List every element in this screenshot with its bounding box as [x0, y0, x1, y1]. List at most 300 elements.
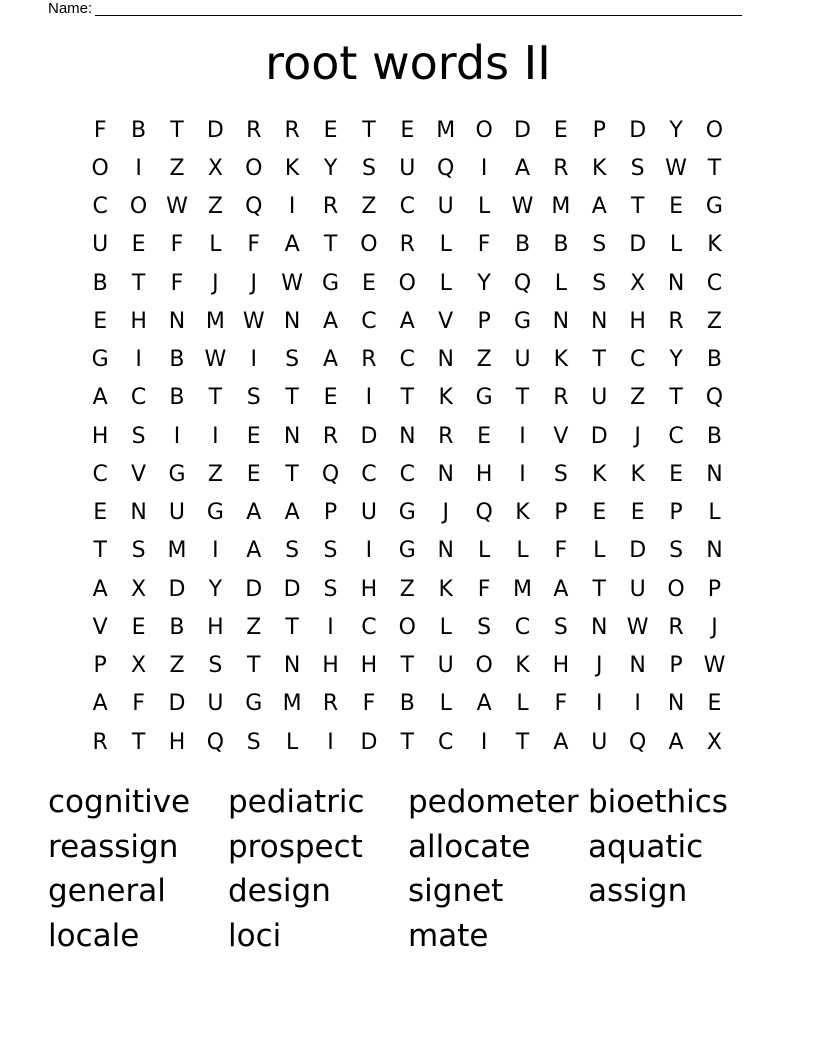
grid-letter: T [285, 614, 299, 640]
grid-letter: U [629, 576, 646, 602]
grid-letter: P [554, 500, 568, 526]
grid-letter: E [131, 614, 146, 640]
grid-letter: L [439, 691, 452, 717]
grid-letter: D [283, 576, 301, 602]
grid-letter: S [361, 155, 376, 181]
grid-letter: M [205, 308, 225, 334]
grid-letter: C [399, 347, 415, 373]
grid-letter: U [591, 385, 608, 411]
grid-letter: T [669, 385, 683, 411]
grid-letter: F [247, 232, 261, 258]
grid-letter: N [667, 691, 685, 717]
grid-letter: I [327, 614, 334, 640]
grid-letter: O [475, 653, 493, 679]
name-underline [95, 14, 742, 16]
grid-letter: R [92, 729, 108, 755]
grid-letter: S [477, 614, 492, 640]
grid-letter: U [92, 232, 109, 258]
grid-letter: R [322, 691, 339, 717]
grid-letter: X [131, 576, 147, 602]
grid-letter: S [592, 232, 607, 258]
grid-letter: N [706, 538, 723, 564]
grid-letter: U [437, 194, 454, 220]
grid-letter: C [514, 614, 531, 640]
grid-letter: T [323, 232, 338, 258]
grid-letter: S [131, 423, 146, 449]
grid-letter: Z [630, 385, 646, 411]
grid-letter: K [438, 385, 453, 411]
grid-letter: F [477, 576, 491, 602]
word-search-grid [81, 111, 735, 761]
grid-letter: F [93, 117, 107, 143]
grid-letter: N [168, 308, 186, 334]
grid-letter: U [360, 500, 377, 526]
grid-letter: K [553, 347, 569, 373]
grid-letter: J [250, 270, 257, 296]
word-bank-item: locale [48, 918, 140, 955]
grid-letter: N [552, 308, 570, 334]
grid-letter: Z [476, 347, 492, 373]
grid-letter: T [362, 117, 376, 143]
grid-letter: D [245, 576, 263, 602]
grid-letter: V [131, 461, 147, 487]
grid-letter: D [206, 117, 224, 143]
grid-letter: A [246, 500, 262, 526]
grid-letter: Q [437, 155, 455, 181]
grid-letter: L [708, 500, 721, 526]
grid-letter: G [398, 500, 416, 526]
grid-letter: H [360, 653, 378, 679]
grid-letter: F [132, 691, 145, 717]
grid-letter: Q [321, 461, 340, 487]
grid-letter: L [516, 538, 529, 564]
grid-letter: C [399, 461, 415, 487]
grid-letter: H [475, 461, 493, 487]
grid-letter: B [169, 385, 185, 411]
grid-letter: R [553, 385, 569, 411]
grid-letter: F [554, 538, 568, 564]
grid-letter: T [400, 385, 415, 411]
grid-letter: N [591, 614, 608, 640]
grid-letter: I [135, 155, 142, 181]
grid-letter: Y [669, 347, 683, 373]
grid-letter: E [477, 423, 492, 449]
word-bank-item: design [228, 873, 331, 910]
grid-letter: H [91, 423, 109, 449]
grid-letter: I [634, 691, 641, 717]
grid-letter: N [399, 423, 416, 449]
word-bank-item: pedometer [408, 784, 579, 820]
grid-letter: E [323, 385, 338, 411]
grid-letter: N [667, 270, 685, 296]
grid-letter: C [361, 308, 377, 334]
grid-letter: D [168, 691, 186, 717]
grid-letter: Z [246, 614, 262, 640]
grid-letter: T [170, 117, 184, 143]
grid-letter: B [706, 423, 722, 449]
grid-letter: W [166, 194, 188, 220]
grid-letter: V [553, 423, 569, 449]
grid-letter: Y [669, 117, 683, 143]
grid-letter: I [327, 729, 334, 755]
grid-letter: Z [207, 461, 223, 487]
grid-letter: E [669, 461, 683, 487]
grid-letter: S [669, 538, 684, 564]
word-bank-item: aquatic [588, 828, 704, 865]
grid-letter: A [284, 232, 300, 258]
grid-letter: I [250, 347, 257, 373]
grid-letter: M [436, 117, 456, 143]
grid-letter: F [477, 232, 491, 258]
grid-letter: E [93, 500, 108, 526]
grid-letter: C [130, 385, 147, 411]
grid-letter: V [438, 308, 454, 334]
grid-letter: K [515, 653, 530, 679]
grid-letter: N [437, 538, 454, 564]
grid-letter: D [168, 576, 186, 602]
grid-letter: L [554, 270, 568, 296]
grid-letter: N [283, 653, 301, 679]
grid-letter: Y [208, 576, 223, 602]
word-bank-item: reassign [48, 828, 179, 865]
grid-letter: T [515, 729, 530, 755]
grid-letter: E [323, 117, 338, 143]
grid-letter: O [667, 576, 685, 602]
grid-letter: A [323, 347, 339, 373]
grid-letter: U [437, 653, 454, 679]
grid-letter: E [553, 117, 568, 143]
grid-letter: Z [706, 308, 722, 334]
grid-letter: E [361, 270, 376, 296]
grid-letter: W [204, 347, 227, 373]
grid-letter: A [92, 691, 108, 717]
grid-letter: D [360, 729, 378, 755]
grid-letter: R [553, 155, 569, 181]
grid-letter: S [630, 155, 645, 181]
grid-letter: P [477, 308, 491, 334]
grid-letter: O [129, 194, 148, 220]
grid-letter: Q [513, 270, 532, 296]
name-label: Name: [48, 0, 93, 17]
grid-letter: P [93, 653, 107, 679]
grid-letter: L [593, 538, 606, 564]
grid-letter: K [284, 155, 300, 181]
grid-letter: S [592, 270, 607, 296]
grid-letter: E [592, 500, 607, 526]
grid-letter: N [629, 653, 646, 679]
grid-letter: B [131, 117, 147, 143]
grid-letter: C [361, 461, 377, 487]
grid-letter: T [400, 729, 415, 755]
word-bank [48, 780, 768, 959]
grid-letter: L [439, 270, 452, 296]
grid-letter: H [629, 308, 646, 334]
grid-letter: W [242, 308, 265, 334]
page-title: root words II [265, 36, 551, 90]
grid-letter: R [361, 347, 377, 373]
grid-letter: D [629, 538, 647, 564]
grid-letter: I [480, 729, 488, 755]
grid-letter: U [399, 155, 416, 181]
grid-letter: E [246, 461, 261, 487]
grid-letter: L [209, 232, 222, 258]
grid-letter: S [323, 538, 338, 564]
grid-letter: S [285, 538, 300, 564]
word-bank-item: bioethics [588, 784, 728, 820]
grid-letter: P [669, 653, 683, 679]
grid-letter: K [515, 500, 530, 526]
grid-letter: B [706, 347, 722, 373]
grid-letter: S [208, 653, 223, 679]
grid-letter: X [630, 270, 646, 296]
grid-letter: S [246, 385, 261, 411]
grid-letter: I [596, 691, 603, 717]
grid-letter: N [283, 423, 301, 449]
word-bank-item: loci [228, 918, 282, 955]
grid-letter: W [703, 653, 726, 679]
grid-letter: S [246, 729, 261, 755]
grid-letter: O [360, 232, 378, 258]
grid-letter: D [360, 423, 378, 449]
grid-letter: J [442, 500, 449, 526]
grid-letter: S [553, 614, 568, 640]
grid-letter: I [519, 423, 526, 449]
grid-letter: U [591, 729, 608, 755]
grid-letter: I [365, 385, 373, 411]
grid-letter: I [480, 155, 488, 181]
grid-letter: N [706, 461, 723, 487]
grid-letter: T [400, 653, 415, 679]
grid-letter: O [705, 117, 724, 143]
grid-letter: W [511, 194, 534, 220]
grid-letter: Q [475, 500, 493, 526]
grid-letter: D [629, 117, 647, 143]
grid-letter: N [437, 461, 454, 487]
grid-letter: C [92, 194, 108, 220]
grid-letter: X [131, 653, 147, 679]
grid-letter: A [399, 308, 415, 334]
grid-letter: H [207, 614, 224, 640]
word-bank-item: pediatric [228, 784, 365, 820]
grid-letter: A [92, 576, 108, 602]
grid-letter: E [669, 194, 683, 220]
grid-letter: Z [169, 155, 185, 181]
grid-letter: P [707, 576, 722, 602]
word-bank-item: general [48, 873, 166, 910]
grid-letter: I [212, 538, 219, 564]
grid-letter: B [399, 691, 415, 717]
grid-letter: N [591, 308, 608, 334]
grid-letter: M [513, 576, 532, 602]
grid-letter: O [398, 614, 416, 640]
word-bank-item: allocate [408, 828, 531, 865]
grid-letter: A [514, 155, 531, 181]
grid-letter: J [212, 270, 219, 296]
grid-letter: S [131, 538, 146, 564]
grid-letter: A [92, 385, 108, 411]
grid-letter: E [707, 691, 722, 717]
grid-letter: F [170, 270, 184, 296]
grid-letter: S [285, 347, 300, 373]
grid-letter: O [245, 155, 263, 181]
grid-letter: G [91, 347, 109, 373]
grid-letter: P [669, 500, 683, 526]
grid-letter: A [553, 576, 569, 602]
word-bank-item: signet [408, 873, 504, 910]
grid-letter: L [439, 232, 452, 258]
grid-letter: Y [477, 270, 491, 296]
grid-letter: J [711, 614, 718, 640]
grid-letter: L [516, 691, 529, 717]
grid-letter: Z [361, 194, 377, 220]
word-bank-item: assign [588, 873, 688, 910]
name-field [48, 0, 742, 18]
grid-letter: D [514, 117, 531, 143]
grid-letter: B [553, 232, 569, 258]
grid-letter: T [247, 653, 261, 679]
grid-letter: F [554, 691, 568, 717]
grid-letter: H [360, 576, 378, 602]
grid-letter: Q [245, 194, 263, 220]
grid-letter: P [592, 117, 606, 143]
grid-letter: E [246, 423, 261, 449]
grid-letter: R [438, 423, 454, 449]
grid-letter: T [707, 155, 722, 181]
grid-letter: L [439, 614, 452, 640]
grid-letter: R [399, 232, 415, 258]
grid-letter: E [400, 117, 415, 143]
grid-letter: I [519, 461, 526, 487]
grid-letter: U [168, 500, 186, 526]
grid-letter: M [167, 538, 187, 564]
grid-letter: I [288, 194, 296, 220]
grid-letter: I [365, 538, 373, 564]
grid-letter: C [706, 270, 723, 296]
grid-letter: T [131, 729, 146, 755]
grid-letter: D [590, 423, 608, 449]
word-bank-item: prospect [228, 828, 363, 865]
grid-letter: A [591, 194, 607, 220]
grid-letter: Z [207, 194, 223, 220]
grid-letter: E [93, 308, 108, 334]
grid-letter: C [399, 194, 415, 220]
grid-letter: K [438, 576, 453, 602]
grid-letter: G [168, 461, 186, 487]
grid-letter: B [169, 347, 185, 373]
grid-letter: D [629, 232, 647, 258]
grid-letter: W [281, 270, 304, 296]
grid-letter: G [398, 538, 416, 564]
grid-letter: H [168, 729, 186, 755]
grid-letter: I [173, 423, 181, 449]
grid-letter: S [323, 576, 338, 602]
grid-letter: A [476, 691, 492, 717]
grid-letter: R [246, 117, 262, 143]
grid-letter: T [208, 385, 223, 411]
grid-letter: R [284, 117, 300, 143]
grid-letter: O [91, 155, 109, 181]
grid-letter: I [212, 423, 219, 449]
grid-letter: K [592, 155, 607, 181]
grid-letter: E [131, 232, 146, 258]
grid-letter: J [634, 423, 641, 449]
grid-letter: T [93, 538, 107, 564]
grid-letter: F [362, 691, 376, 717]
grid-letter: X [207, 155, 223, 181]
grid-letter: A [246, 538, 262, 564]
grid-letter: X [706, 729, 722, 755]
grid-letter: A [553, 729, 569, 755]
grid-letter: A [284, 500, 300, 526]
grid-letter: J [596, 653, 603, 679]
grid-letter: W [665, 155, 687, 181]
grid-letter: M [551, 194, 571, 220]
grid-letter: O [398, 270, 416, 296]
grid-letter: H [130, 308, 147, 334]
grid-letter: R [668, 614, 684, 640]
grid-letter: L [286, 729, 299, 755]
grid-letter: T [285, 461, 299, 487]
grid-letter: R [668, 308, 684, 334]
word-bank-item: cognitive [48, 784, 191, 820]
grid-letter: U [207, 691, 224, 717]
grid-letter: O [475, 117, 493, 143]
grid-letter: H [552, 653, 570, 679]
grid-letter: I [135, 347, 142, 373]
grid-letter: T [515, 385, 530, 411]
grid-letter: R [322, 423, 339, 449]
grid-letter: B [514, 232, 531, 258]
grid-letter: V [92, 614, 108, 640]
grid-letter: K [630, 461, 645, 487]
grid-letter: W [626, 614, 649, 640]
grid-letter: C [438, 729, 454, 755]
grid-letter: R [322, 194, 339, 220]
grid-letter: N [130, 500, 147, 526]
grid-letter: G [206, 500, 224, 526]
grid-letter: T [592, 576, 606, 602]
grid-letter: G [322, 270, 340, 296]
grid-letter: G [705, 194, 723, 220]
grid-letter: S [553, 461, 568, 487]
grid-letter: Y [323, 155, 338, 181]
grid-letter: U [514, 347, 531, 373]
grid-letter: F [170, 232, 184, 258]
word-bank-item: mate [408, 918, 489, 955]
grid-letter: N [283, 308, 301, 334]
grid-letter: B [92, 270, 108, 296]
grid-letter: L [669, 232, 683, 258]
grid-letter: G [513, 308, 532, 334]
grid-letter: G [475, 385, 493, 411]
grid-letter: K [592, 461, 607, 487]
grid-letter: A [668, 729, 684, 755]
grid-letter: M [282, 691, 302, 717]
grid-letter: Q [705, 385, 724, 411]
grid-letter: Q [629, 729, 647, 755]
grid-letter: H [322, 653, 339, 679]
grid-letter: T [630, 194, 645, 220]
grid-letter: C [668, 423, 684, 449]
grid-letter: C [92, 461, 108, 487]
grid-letter: T [592, 347, 606, 373]
grid-letter: T [285, 385, 299, 411]
grid-letter: C [361, 614, 377, 640]
grid-letter: C [629, 347, 646, 373]
grid-letter: E [630, 500, 645, 526]
grid-letter: Z [399, 576, 415, 602]
grid-letter: Q [206, 729, 225, 755]
